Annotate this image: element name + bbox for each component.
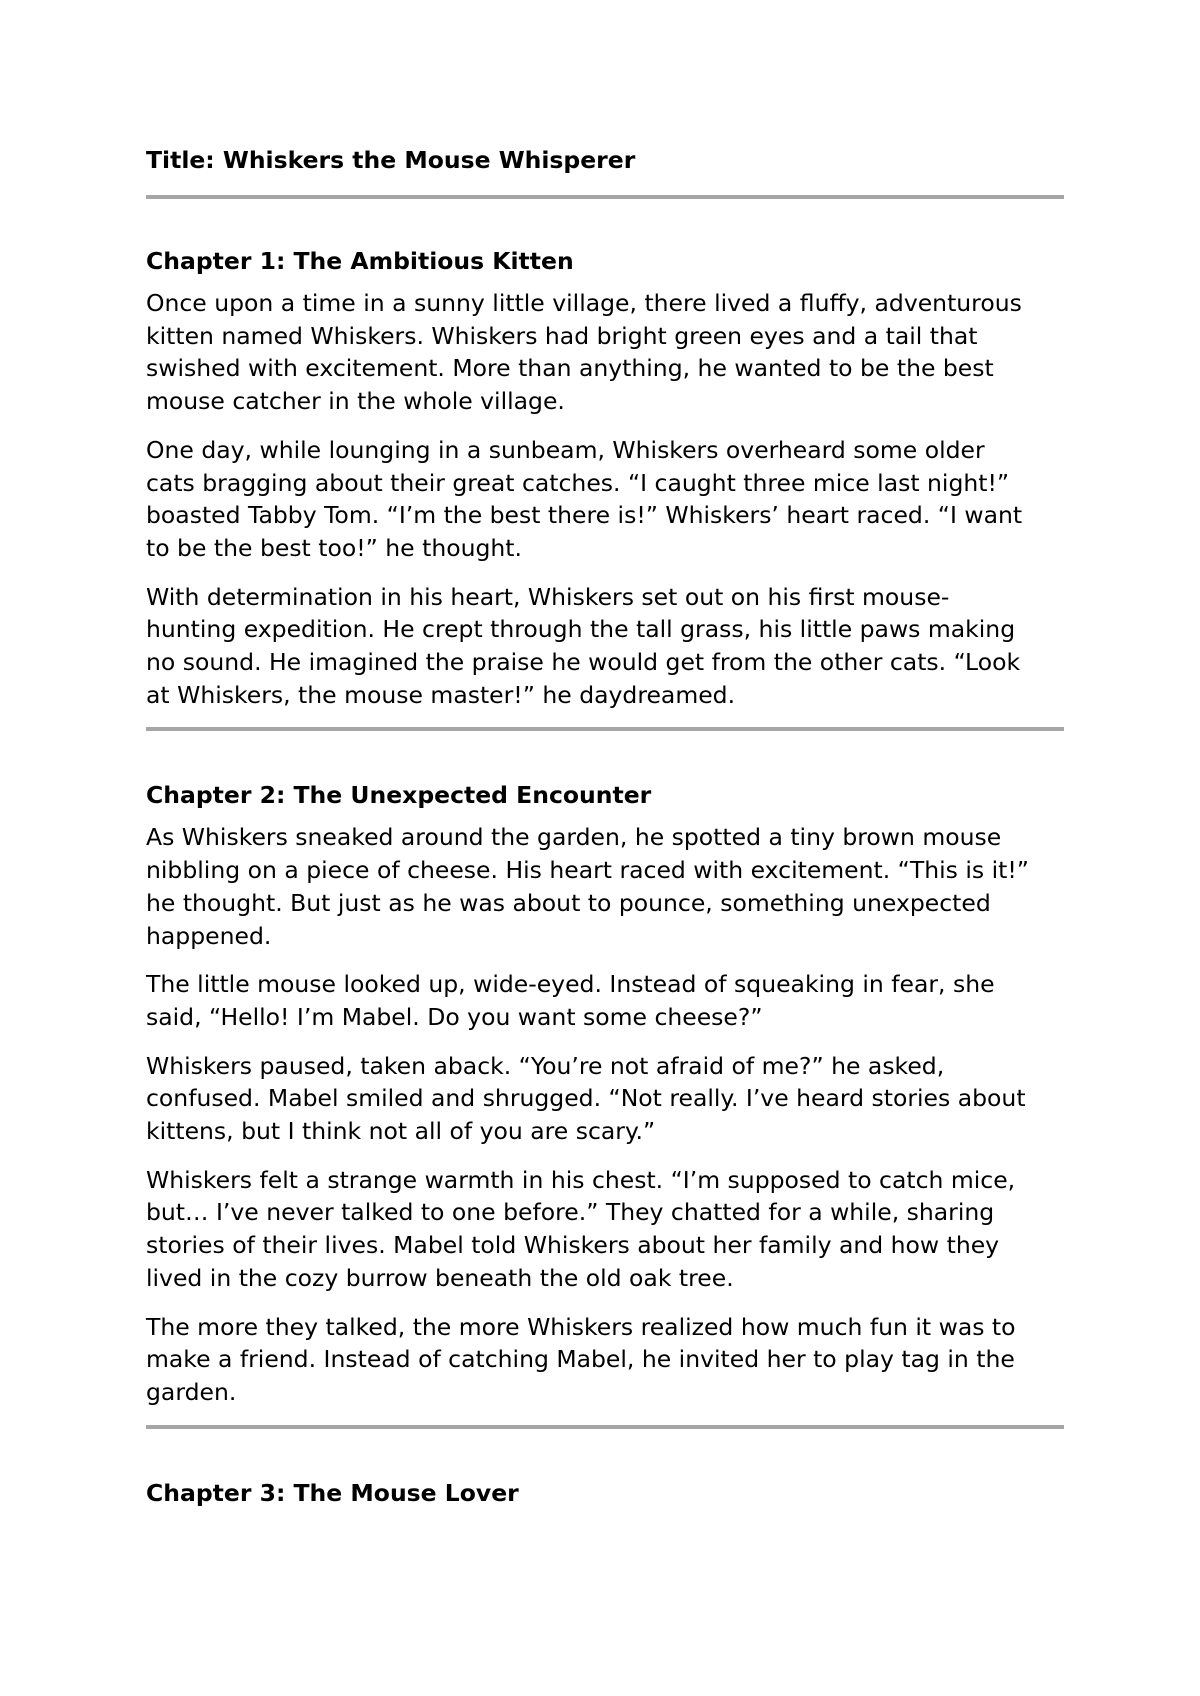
chapter-1-paragraph-3: With determination in his heart, Whiskers set out on his first mouse- hunting expedition. He crept through the tall grass, his little paws making no sound. He imagined the praise he would get from the other cats. “Look at Whiskers, the mouse master!” he daydreamed. [146, 582, 1021, 709]
document-title: Title: Whiskers the Mouse Whisperer [146, 146, 636, 174]
horizontal-rule [146, 1425, 1064, 1429]
chapter-1-paragraph-1: Once upon a time in a sunny little village, there lived a fluffy, adventurous kitten named Whiskers. Whiskers had bright green eyes and a tail that swished with excitement. More than anything, he wanted to be the best mouse catcher in the whole village. [146, 289, 1022, 416]
chapter-2 [146, 773, 1064, 1408]
chapter-3-heading: Chapter 3: The Mouse Lover [146, 1478, 519, 1507]
chapter-2-paragraph-1: As Whiskers sneaked around the garden, he spotted a tiny brown mouse nibbling on a piece of cheese. His heart raced with excitement. “This is it!” he thought. But just as he was about to pounce, something unexpected happened. [146, 823, 1029, 950]
chapter-2-paragraph-2: The little mouse looked up, wide-eyed. Instead of squeaking in fear, she said, “Hello! I’m Mabel. Do you want some cheese?” [146, 970, 995, 1031]
horizontal-rule [146, 195, 1064, 199]
chapter-1-heading: Chapter 1: The Ambitious Kitten [146, 247, 574, 275]
chapter-2-paragraph-4: Whiskers felt a strange warmth in his chest. “I’m supposed to catch mice, but… I’ve never talked to one before.” They chatted for a while, sharing stories of their lives. Mabel told Whiskers about her family and how they lived in the cozy burrow beneath the old oak tree. [146, 1165, 1016, 1292]
horizontal-rule [146, 727, 1064, 731]
chapter-2-paragraph-3: Whiskers paused, taken aback. “You’re not afraid of me?” he asked, confused. Mabel smiled and shrugged. “Not really. I’ve heard stories about kittens, but I think not all of you are scary.” [146, 1051, 1026, 1146]
chapter-1-paragraph-2: One day, while lounging in a sunbeam, Whiskers overheard some older cats bragging about their great catches. “I caught three mice last night!” boasted Tabby Tom. “I’m the best there is!” Whiskers’ heart raced. “I want to be the best too!” he thought. [146, 435, 1023, 562]
chapter-3 [146, 1471, 1064, 1515]
chapter-1 [146, 239, 1064, 711]
chapter-2-heading: Chapter 2: The Unexpected Encounter [146, 781, 652, 810]
document-page [146, 138, 1064, 1515]
chapter-2-paragraph-5: The more they talked, the more Whiskers realized how much fun it was to make a friend. Instead of catching Mabel, he invited her to play tag in the garden. [146, 1312, 1016, 1406]
